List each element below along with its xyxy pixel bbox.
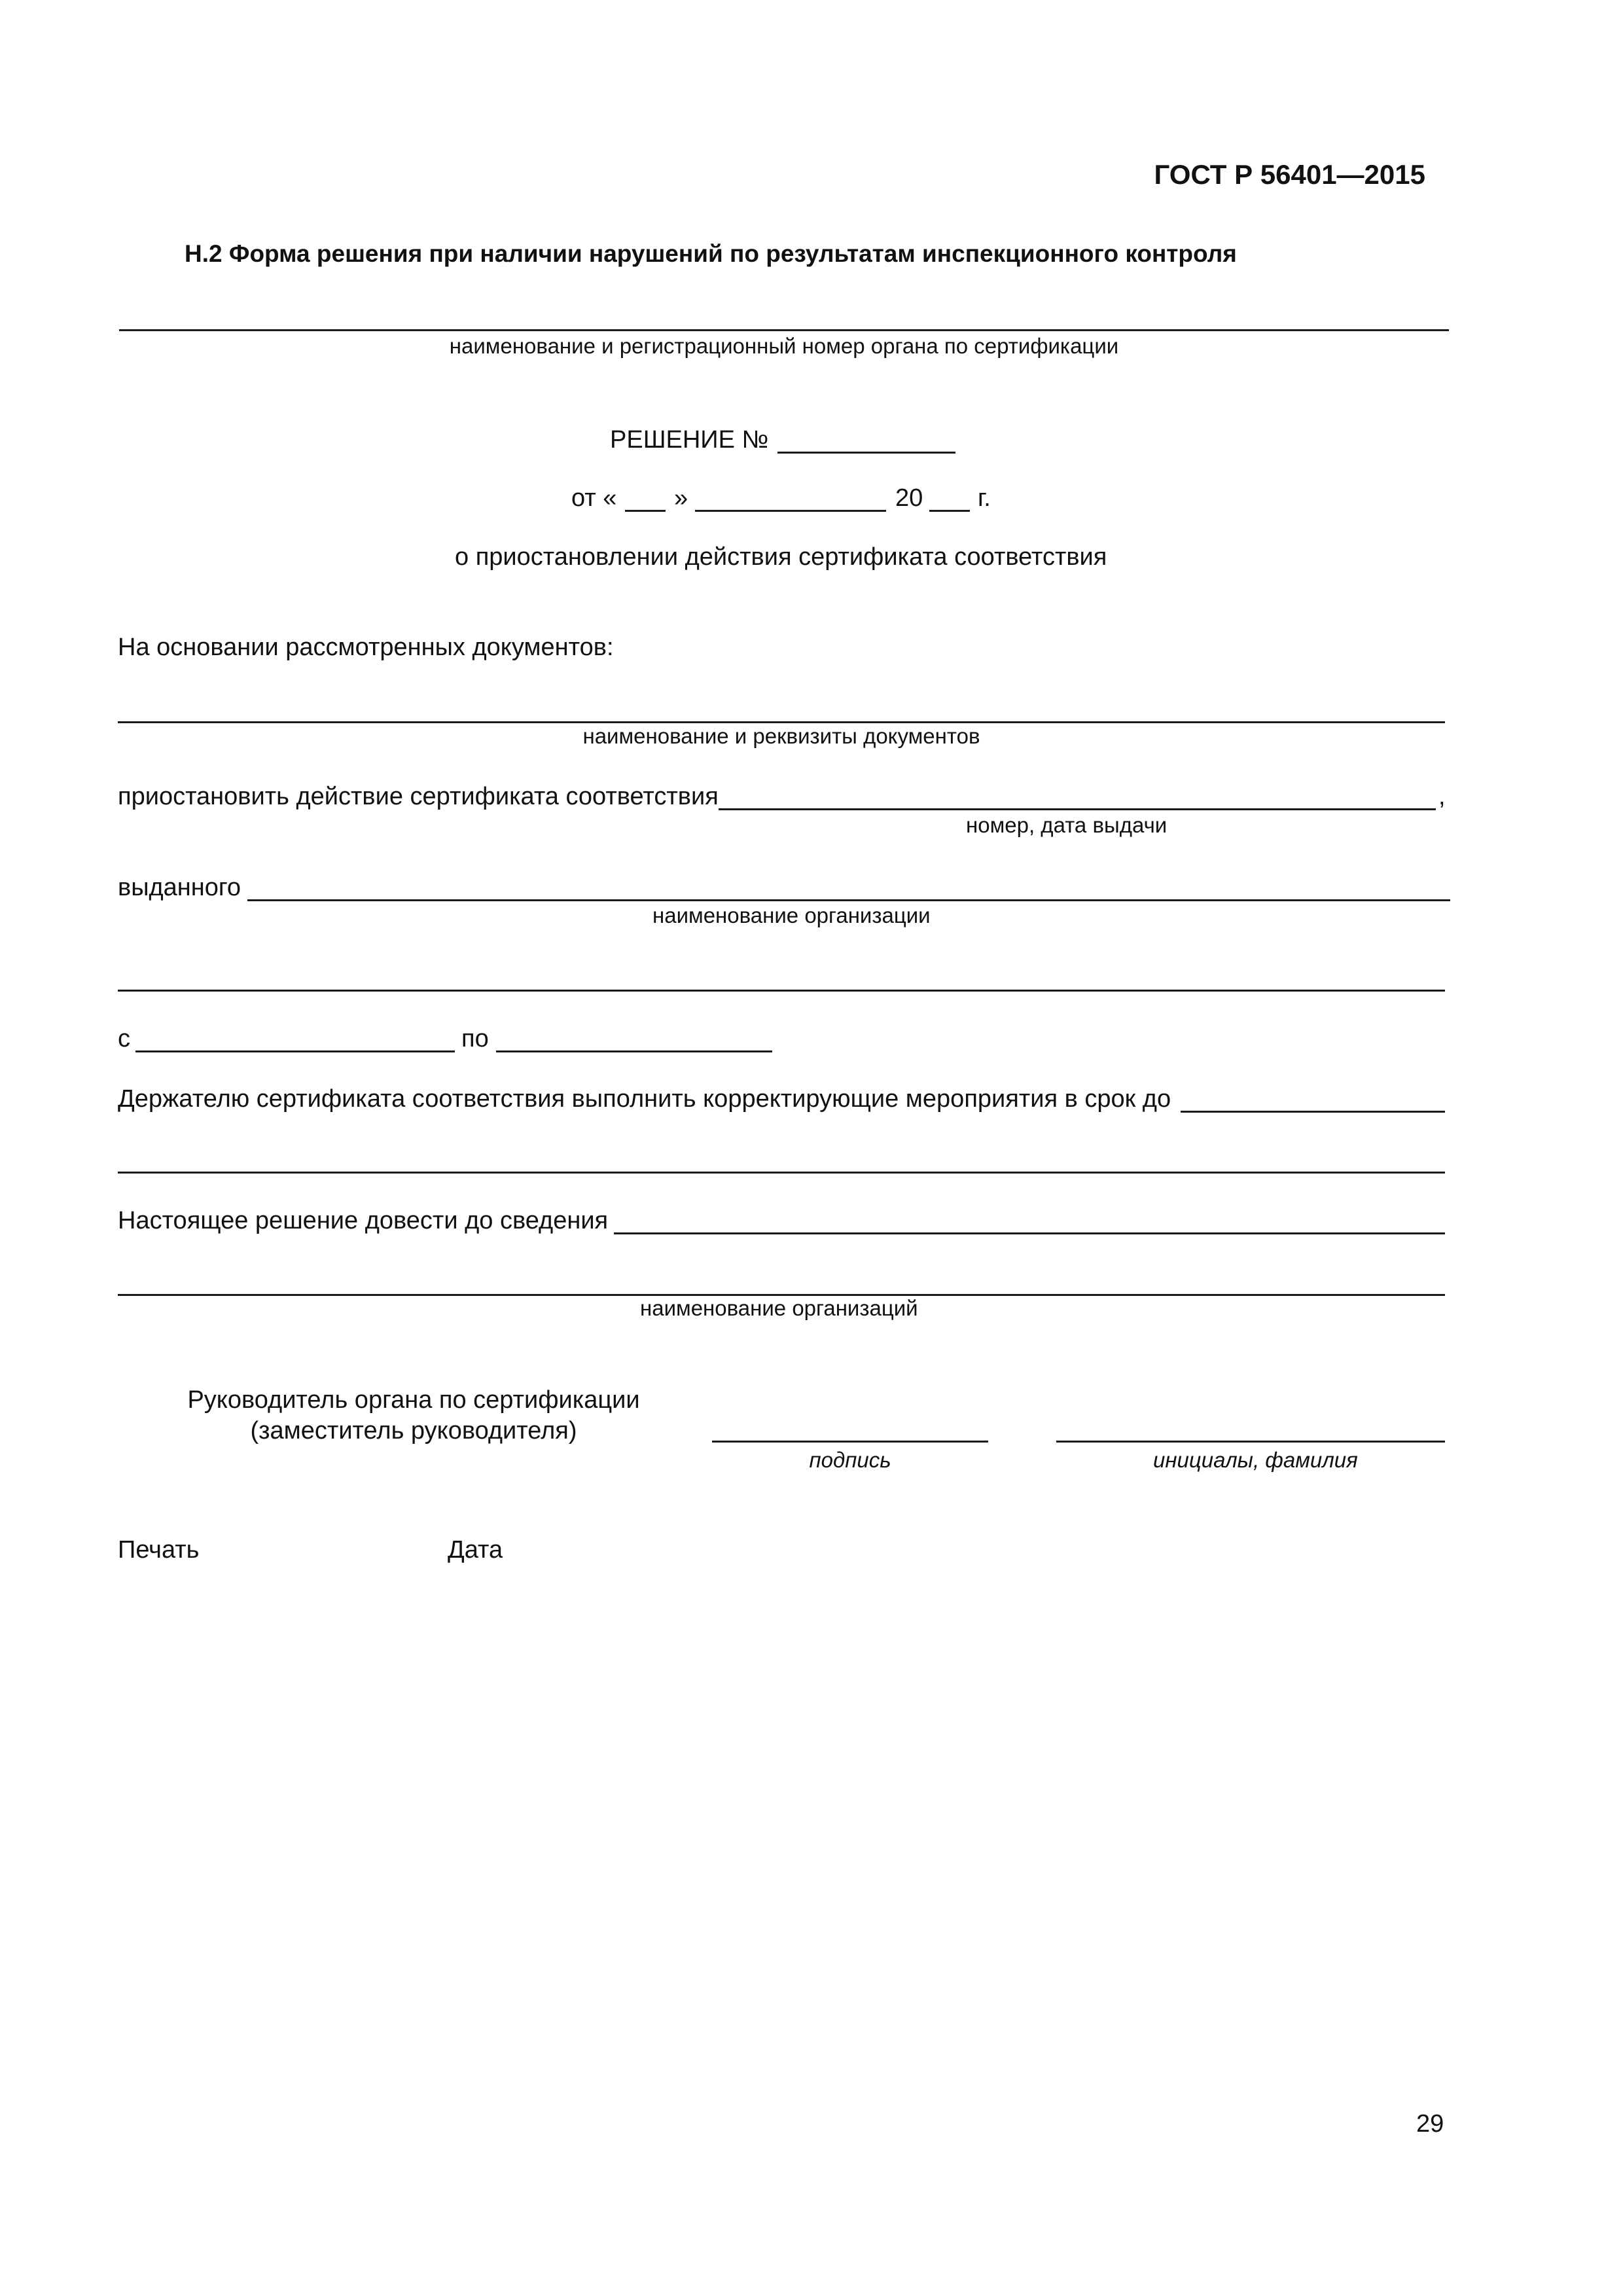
decision-label: РЕШЕНИЕ № — [610, 426, 769, 454]
name-caption: инициалы, фамилия — [1153, 1448, 1358, 1472]
signature-caption: подпись — [809, 1448, 891, 1472]
holder-continuation-line — [118, 1172, 1445, 1174]
suspend-label: приостановить действие сертификата соответствия — [118, 783, 719, 810]
org-name-line — [119, 329, 1449, 331]
issued-line — [247, 899, 1450, 901]
basis-label: На основании рассмотренных документов: — [118, 634, 614, 661]
date-year-suffix: г. — [978, 484, 991, 512]
date-quote-close: » — [674, 484, 688, 512]
issued-label: выданного — [118, 874, 241, 901]
date-from-label: от « — [571, 484, 617, 512]
organization-continuation-line — [118, 990, 1445, 992]
date-year-prefix: 20 — [895, 484, 923, 512]
date-year-line — [929, 510, 970, 512]
head-title-line2: (заместитель руководителя) — [250, 1417, 577, 1444]
standard-code: ГОСТ Р 56401—2015 — [1154, 159, 1425, 190]
page-number: 29 — [1416, 2110, 1444, 2138]
section-title: Н.2 Форма решения при наличии нарушений по результатам инспекционного контроля — [185, 240, 1237, 267]
notify-line — [614, 1232, 1445, 1234]
org-caption: наименование и регистрационный номер органа по сертификации — [449, 334, 1119, 358]
decision-subject: о приостановлении действия сертификата соответствия — [455, 543, 1107, 571]
period-from-line — [135, 1050, 455, 1052]
organization-caption: наименование организации — [652, 903, 931, 927]
decision-number-line — [777, 452, 955, 454]
documents-caption: наименование и реквизиты документов — [582, 724, 980, 748]
date-label: Дата — [448, 1536, 503, 1564]
period-from-label: с — [118, 1025, 130, 1052]
head-title-line1: Руководитель органа по сертификации — [187, 1386, 640, 1414]
notify-label: Настоящее решение довести до сведения — [118, 1207, 609, 1234]
documents-line — [118, 721, 1445, 723]
stamp-label: Печать — [118, 1536, 200, 1564]
holder-label: Держателю сертификата соответствия выполнить корректирующие мероприятия в срок до — [118, 1085, 1171, 1113]
signature-line — [712, 1441, 988, 1443]
period-to-line — [496, 1050, 772, 1052]
organizations-caption: наименование организаций — [640, 1296, 918, 1320]
suspend-comma: , — [1438, 783, 1446, 810]
period-to-label: по — [461, 1025, 489, 1052]
date-day-line — [625, 510, 666, 512]
deadline-line — [1181, 1111, 1445, 1113]
name-line — [1056, 1441, 1445, 1443]
certificate-caption: номер, дата выдачи — [966, 813, 1168, 837]
certificate-line — [719, 808, 1436, 810]
date-month-line — [695, 510, 886, 512]
